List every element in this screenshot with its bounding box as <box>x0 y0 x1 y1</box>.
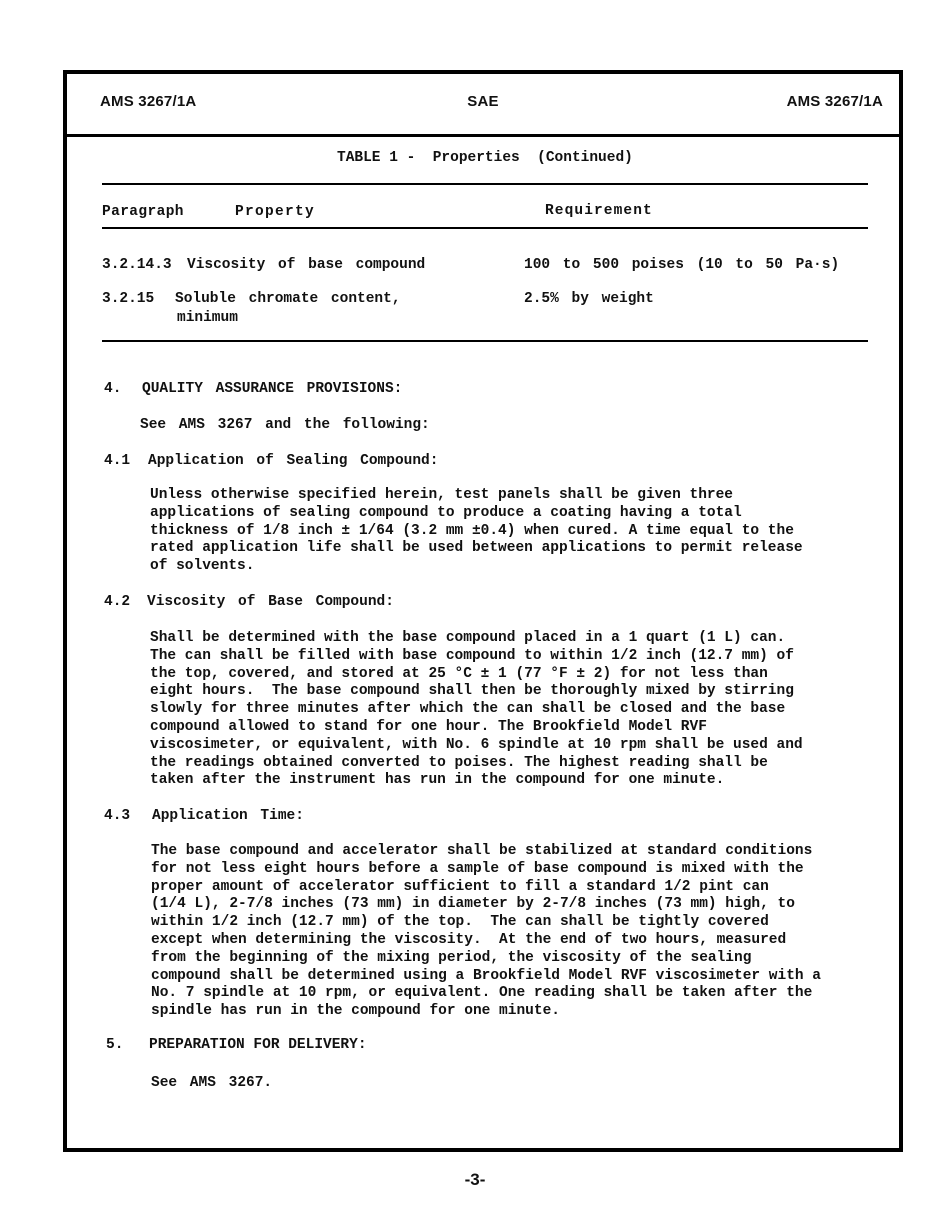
section-heading: PREPARATION FOR DELIVERY: <box>149 1037 367 1053</box>
table-title: TABLE 1 - Properties (Continued) <box>337 150 633 166</box>
header-doc-number-left: AMS 3267/1A <box>100 93 197 110</box>
row-paragraph: 3.2.14.3 <box>102 257 172 273</box>
table-header-requirement: Requirement <box>545 203 653 219</box>
table-top-rule <box>102 183 868 185</box>
section-intro: See AMS 3267 and the following: <box>140 417 430 433</box>
row-property: Viscosity of base compound <box>187 257 426 273</box>
section-heading: QUALITY ASSURANCE PROVISIONS: <box>142 381 403 397</box>
table-bottom-rule <box>102 340 868 342</box>
page-number: -3- <box>464 1170 486 1189</box>
header-doc-number-right: AMS 3267/1A <box>786 93 883 110</box>
subsection-body: The base compound and accelerator shall be stabilized at standard conditions for not less eight hours before a sample of base compound is mixed with the proper amount of accelerator sufficient to fill a standard 1/2 pint can (1/4 L), 2-7/8 inches (73 mm) in diameter by 2-7/8 inches (73 mm) high, to within 1/2 inch (12.7 mm) of the top. The can shall be tightly covered except when determining the viscosity. At the end of two hours, measured from the beginning of the mixing period, the viscosity of the sealing compound shall be determined using a Brookfield Model RVF viscosimeter with a No. 7 spindle at 10 rpm, or equivalent. One reading shall be taken after the spindle has run in the compound for one minute. <box>151 843 822 1020</box>
header-organization: SAE <box>467 93 499 110</box>
subsection-body: Shall be determined with the base compound placed in a 1 quart (1 L) can. The can shall be filled with base compound to within 1/2 inch (12.7 mm) of the top, covered, and stored at 25 °C ± 1 (77 °F ± 2) for not less than eight hours. The base compound shall then be thoroughly mixed by stirring slowly for three minutes after which the can shall be closed and the base compound allowed to stand for one hour. The Brookfield Model RVF viscosimeter, or equivalent, with No. 6 spindle at 10 rpm shall be used and the readings obtained converted to poises. The highest reading shall be taken after the instrument has run in the compound for one minute. <box>150 630 803 789</box>
section-number: 4. <box>104 381 122 397</box>
document-header <box>67 74 899 137</box>
table-header-property: Property <box>235 204 316 220</box>
subsection-title: Application of Sealing Compound: <box>148 453 439 469</box>
row-requirement: 2.5% by weight <box>524 291 654 307</box>
row-requirement: 100 to 500 poises (10 to 50 Pa·s) <box>524 257 840 273</box>
subsection-title: Application Time: <box>152 808 304 824</box>
row-property-continued: minimum <box>177 310 238 326</box>
subsection-number: 4.1 <box>104 453 131 469</box>
page-frame <box>63 70 903 1152</box>
section-body: See AMS 3267. <box>151 1075 273 1091</box>
subsection-title: Viscosity of Base Compound: <box>147 594 394 610</box>
section-number: 5. <box>106 1037 124 1053</box>
table-header-rule <box>102 227 868 229</box>
subsection-number: 4.2 <box>104 594 131 610</box>
table-header-paragraph: Paragraph <box>102 204 184 220</box>
subsection-number: 4.3 <box>104 808 131 824</box>
row-property: Soluble chromate content, <box>175 291 401 307</box>
subsection-body: Unless otherwise specified herein, test panels shall be given three applications of sealing compound to produce a coating having a total thickness of 1/8 inch ± 1/64 (3.2 mm ±0.4) when cured. A time equal to the rated application life shall be used between applications to permit release of solvents. <box>150 487 803 575</box>
row-paragraph: 3.2.15 <box>102 291 155 307</box>
